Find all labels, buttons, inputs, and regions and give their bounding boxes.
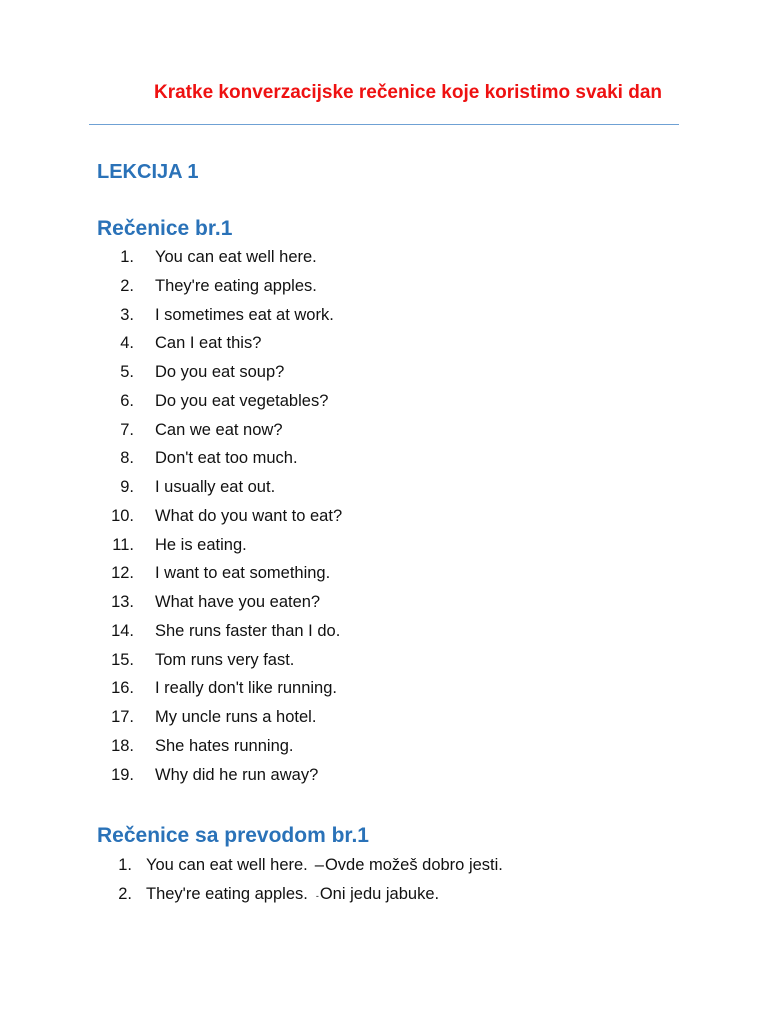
sentence-text: My uncle runs a hotel. bbox=[155, 708, 317, 726]
translation-line bbox=[146, 880, 439, 911]
item-number: 1. bbox=[120, 248, 134, 266]
item-number: 8. bbox=[120, 449, 134, 468]
sentence-text: Can I eat this? bbox=[155, 334, 262, 353]
item-number: 16. bbox=[111, 679, 134, 698]
sentence-text: Why did he run away? bbox=[155, 765, 319, 784]
item-number: 15. bbox=[111, 650, 134, 669]
sentence-text: She runs faster than I do. bbox=[155, 621, 341, 640]
sentence-text: I sometimes eat at work. bbox=[155, 305, 334, 324]
translation-line bbox=[146, 851, 503, 880]
translation-separator: – bbox=[314, 856, 324, 874]
item-number: 4. bbox=[120, 334, 134, 353]
item-number: 7. bbox=[120, 420, 134, 439]
translation-separator: - bbox=[315, 890, 319, 901]
sentence-text: Don't eat too much. bbox=[155, 449, 298, 468]
item-number: 2. bbox=[118, 884, 132, 903]
english-text: You can eat well here. bbox=[146, 856, 308, 874]
translations-heading: Rečenice sa prevodom br.1 bbox=[97, 824, 369, 847]
item-number: 6. bbox=[120, 391, 134, 410]
item-number: 5. bbox=[120, 363, 134, 381]
item-number: 10. bbox=[111, 506, 134, 525]
item-number: 9. bbox=[120, 478, 134, 496]
item-number: 1. bbox=[118, 856, 132, 874]
english-text: They're eating apples. bbox=[146, 884, 308, 903]
sentence-text: I usually eat out. bbox=[155, 478, 276, 496]
sentence-text: Do you eat vegetables? bbox=[155, 391, 329, 410]
sentence-text: What have you eaten? bbox=[155, 593, 321, 611]
serbian-text: Ovde možeš dobro jesti. bbox=[324, 856, 503, 874]
item-number: 11. bbox=[112, 535, 134, 554]
sentence-text: You can eat well here. bbox=[155, 248, 317, 266]
item-number: 19. bbox=[111, 765, 134, 784]
item-number: 3. bbox=[120, 305, 134, 324]
sentence-text: They're eating apples. bbox=[155, 276, 317, 295]
sentence-text: I want to eat something. bbox=[155, 564, 331, 583]
sentence-text: What do you want to eat? bbox=[155, 506, 343, 525]
sentences-heading: Rečenice br.1 bbox=[97, 217, 233, 240]
sentence-text: He is eating. bbox=[155, 535, 247, 554]
item-number: 17. bbox=[111, 708, 134, 726]
sentence-text: Can we eat now? bbox=[155, 420, 283, 439]
item-number: 13. bbox=[111, 593, 134, 611]
sentence-text: Tom runs very fast. bbox=[155, 650, 295, 669]
sentence-text: Do you eat soup? bbox=[155, 363, 285, 381]
title-divider bbox=[89, 124, 679, 125]
lesson-heading: LEKCIJA 1 bbox=[97, 161, 199, 183]
sentence-text: She hates running. bbox=[155, 736, 294, 755]
item-number: 18. bbox=[111, 736, 134, 755]
item-number: 2. bbox=[120, 276, 134, 295]
item-number: 12. bbox=[111, 564, 134, 583]
page-title: Kratke konverzacijske rečenice koje koristimo svaki dan bbox=[154, 82, 662, 103]
item-number: 14. bbox=[111, 621, 134, 640]
serbian-text: Oni jedu jabuke. bbox=[319, 884, 440, 903]
sentence-text: I really don't like running. bbox=[155, 679, 337, 698]
